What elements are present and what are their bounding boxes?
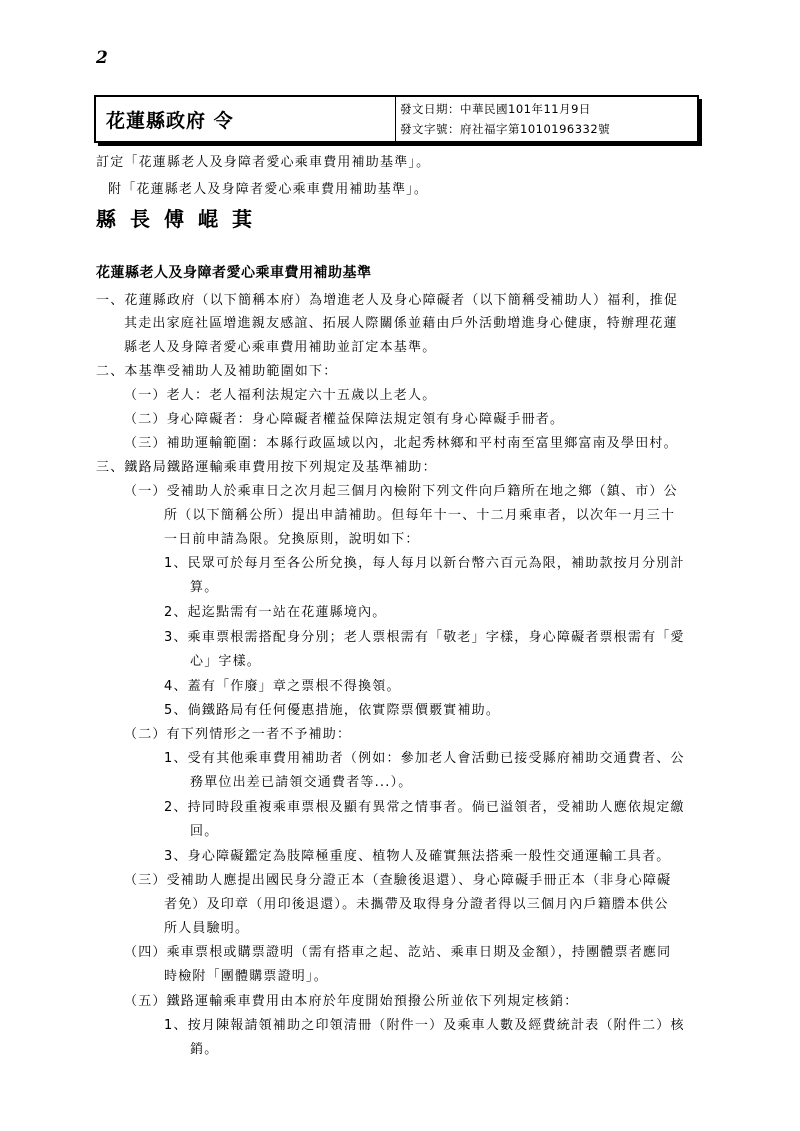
- issue-info: [396, 97, 697, 141]
- clause-line: 所（以下簡稱公所）提出申請補助。但每年十一、十二月乘車者，以次年一月三十: [164, 508, 676, 523]
- clause-line: 縣老人及身障者愛心乘車費用補助並訂定本基準。: [124, 340, 437, 355]
- clause-line: 1、按月陳報請領補助之印領清冊（附件一）及乘車人數及經費統計表（附件二）核: [164, 1018, 685, 1033]
- clause-line: 三、鐵路局鐵路運輸乘車費用按下列規定及基準補助：: [96, 460, 437, 475]
- clause-line: （四）乘車票根或購票證明（需有搭車之起、訖站、乘車日期及金額），持團體票者應同: [124, 945, 672, 960]
- clause-line: 心」字樣。: [190, 654, 262, 669]
- clause-line: （三）補助運輸範圍：本縣行政區域以內，北起秀林鄉和平村南至富里鄉富南及學田村。: [124, 436, 678, 451]
- clause-line: 2、持同時段重複乘車票根及顯有異常之情事者。倘已溢領者，受補助人應依規定繳: [164, 800, 685, 815]
- intro-line: 附「花蓮縣老人及身障者愛心乘車費用補助基準」。: [108, 182, 429, 197]
- clause-line: 其走出家庭社區增進親友感誼、拓展人際關係並藉由戶外活動增進身心健康，特辦理花蓮: [124, 316, 678, 331]
- clause-line: 回。: [190, 824, 219, 839]
- clause-line: （一）受補助人於乘車日之次月起三個月內檢附下列文件向戶籍所在地之鄉（鎮、市）公: [124, 484, 678, 499]
- clause-line: （二）身心障礙者：身心障礙者權益保障法規定領有身心障礙手冊者。: [124, 412, 565, 427]
- clause-line: 一日前申請為限。兌換原則，說明如下：: [164, 532, 420, 547]
- clause-line: 務單位出差已請領交通費者等...）。: [190, 775, 413, 790]
- clause-line: 1、民眾可於每月至各公所兌換，每人每月以新台幣六百元為限，補助款按月分別計: [164, 556, 685, 571]
- clause-line: 所人員驗明。: [164, 921, 250, 936]
- clause-line: 4、蓋有「作廢」章之票根不得換領。: [164, 679, 401, 694]
- clause-line: （一）老人：老人福利法規定六十五歲以上老人。: [124, 388, 437, 403]
- clause-line: 算。: [190, 580, 219, 595]
- intro-line: 訂定「花蓮縣老人及身障者愛心乘車費用補助基準」。: [96, 155, 431, 170]
- clause-line: 一、花蓮縣政府（以下簡稱本府）為增進老人及身心障礙者（以下簡稱受補助人）福利，推促: [96, 293, 679, 308]
- regulation-title: 花蓮縣老人及身障者愛心乘車費用補助基準: [96, 265, 372, 281]
- clause-line: 二、本基準受補助人及補助範圍如下：: [96, 364, 338, 379]
- clause-line: 2、起迄點需有一站在花蓮縣境內。: [164, 605, 387, 620]
- clause-line: 1、受有其他乘車費用補助者（例如：參加老人會活動已接受縣府補助交通費者、公: [164, 751, 685, 766]
- clause-line: 時檢附「團體購票證明」。: [164, 969, 328, 984]
- document-header: [94, 95, 699, 143]
- clause-line: （五）鐵路運輸乘車費用由本府於年度開始預撥公所並依下列規定核銷：: [124, 994, 579, 1009]
- clause-line: 5、倘鐵路局有任何優惠措施，依實際票價覈實補助。: [164, 703, 501, 718]
- page-number: 2: [96, 48, 108, 68]
- clause-line: （二）有下列情形之一者不予補助：: [124, 727, 352, 742]
- clause-line: （三）受補助人應提出國民身分證正本（查驗後退還）、身心障礙手冊正本（非身心障礙: [124, 873, 672, 888]
- clause-line: 3、乘車票根需搭配身分別；老人票根需有「敬老」字樣，身心障礙者票根需有「愛: [164, 630, 685, 645]
- clause-line: 者免）及印章（用印後退還）。未攜帶及取得身分證者得以三個月內戶籍謄本供公: [164, 897, 669, 912]
- clause-line: 3、身心障礙鑑定為肢障極重度、植物人及確實無法搭乘一般性交通運輸工具者。: [164, 849, 671, 864]
- signature: 縣長傅崐萁: [96, 207, 266, 231]
- issue-date: 發文日期：中華民國101年11月9日: [400, 102, 591, 116]
- issuer-title: 花蓮縣政府 令: [96, 97, 396, 141]
- doc-number: 發文字號：府社福字第1010196332號: [400, 122, 611, 136]
- clause-line: 銷。: [190, 1042, 219, 1057]
